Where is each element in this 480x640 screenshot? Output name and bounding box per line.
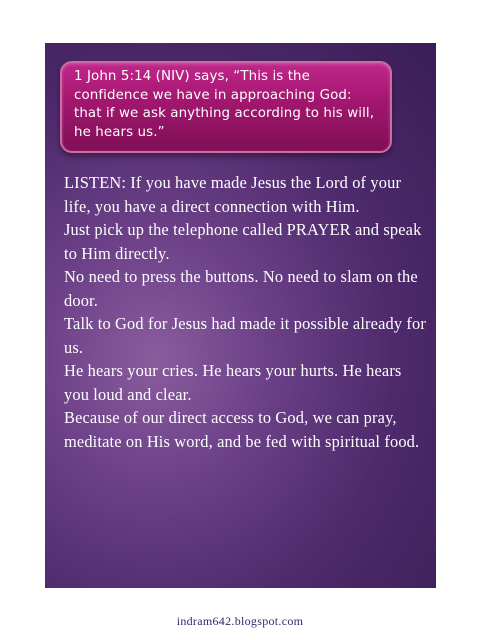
- blog-url[interactable]: indram642.blogspot.com: [176, 614, 304, 628]
- paragraph-talk-to-god: Talk to God for Jesus had made it possible already for us.: [64, 314, 426, 357]
- scripture-quote: 1 John 5:14 (NIV) says, “This is the confidence we have in approaching God: that if we ask anything according to his will, he hears us.”: [74, 69, 375, 140]
- paragraph-listen: LISTEN: If you have made Jesus the Lord of your life, you have a direct connection with Him.: [64, 173, 402, 216]
- paragraph-telephone: Just pick up the telephone called PRAYER and speak to Him directly.: [64, 220, 422, 263]
- slide: [45, 43, 436, 588]
- paragraph-hears-cries: He hears your cries. He hears your hurts. He hears you loud and clear.: [64, 361, 402, 404]
- scripture-quote-box: [60, 61, 392, 153]
- devotional-text: [64, 171, 426, 453]
- paragraph-direct-access: Because of our direct access to God, we can pray, meditate on His word, and be fed with spiritual food.: [64, 408, 420, 451]
- paragraph-buttons: No need to press the buttons. No need to slam on the door.: [64, 267, 418, 310]
